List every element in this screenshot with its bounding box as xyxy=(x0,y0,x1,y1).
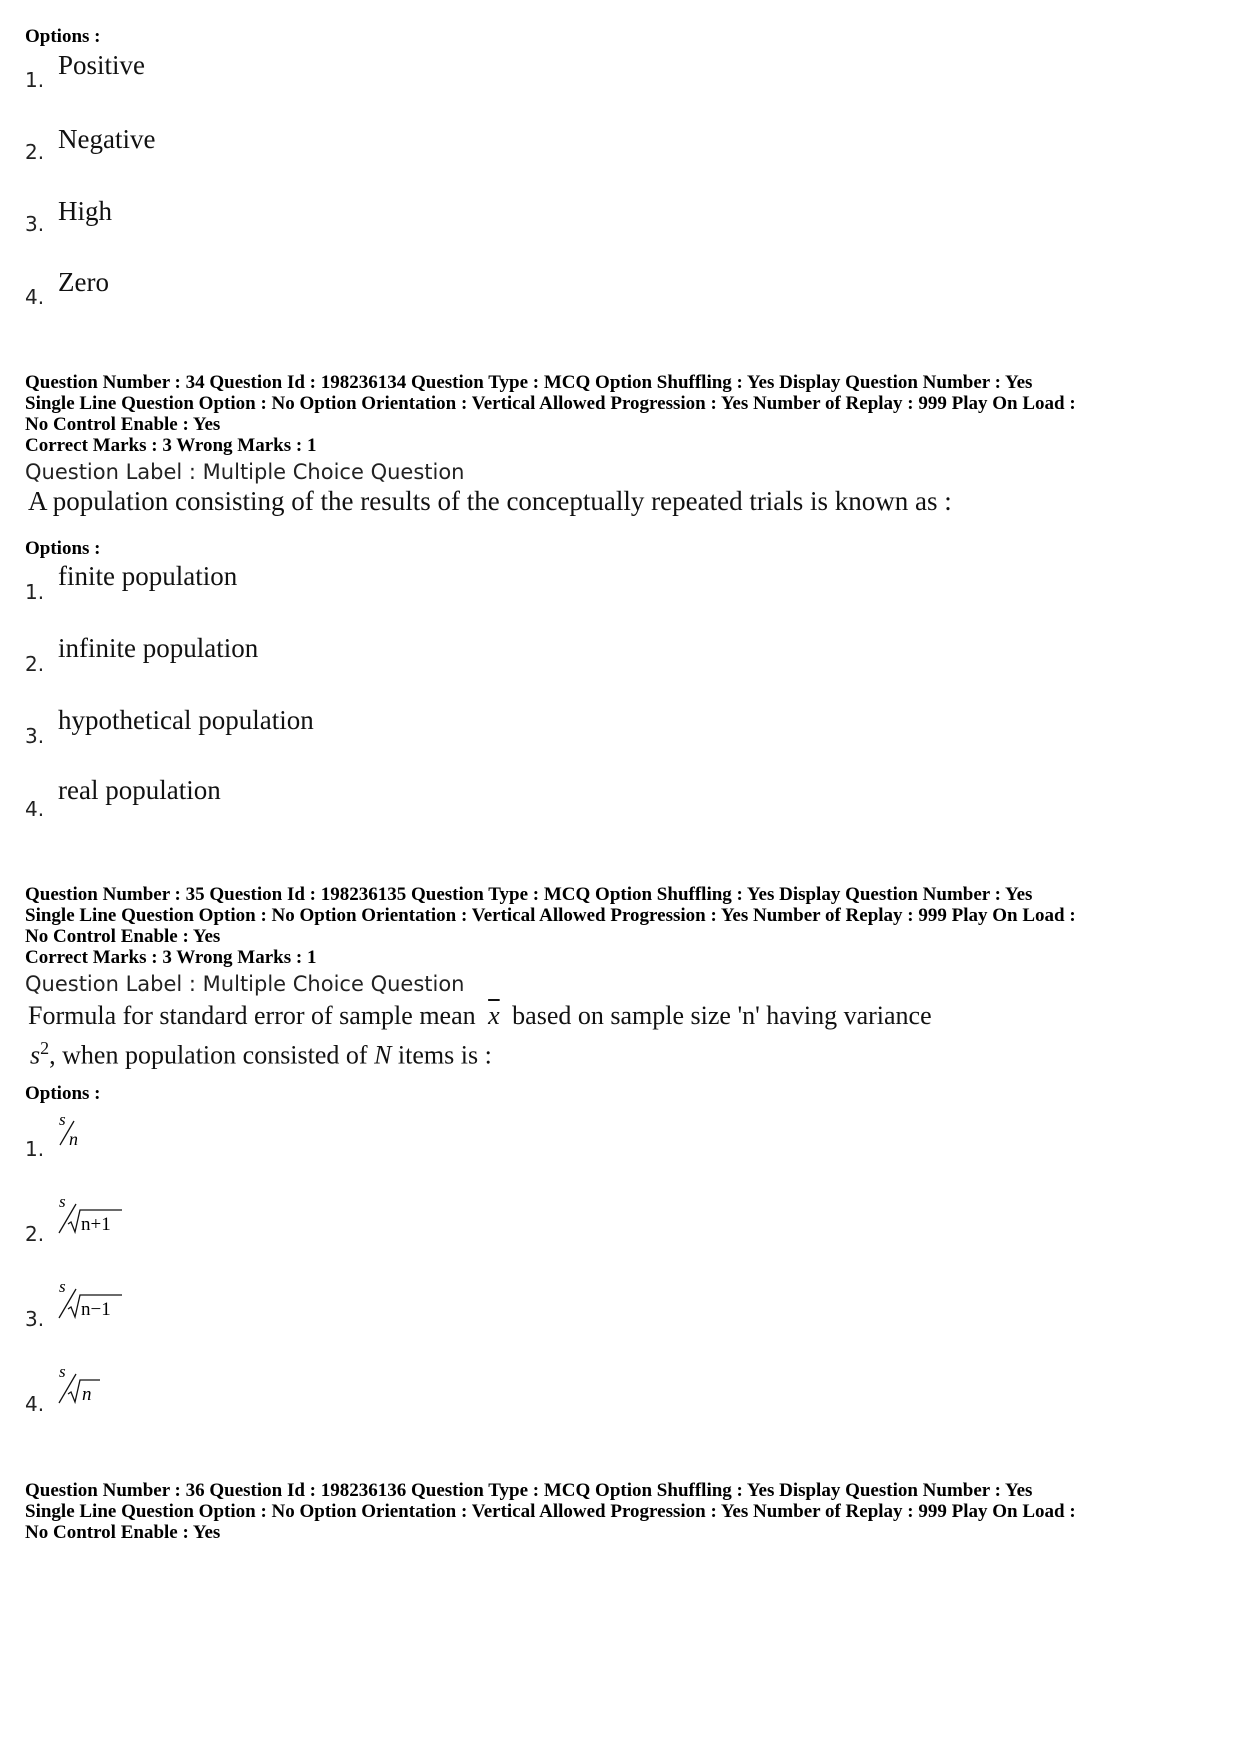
fraction-formula xyxy=(56,1190,146,1240)
option-formula[interactable] xyxy=(56,1108,116,1154)
denominator: n−1 xyxy=(81,1299,111,1320)
superscript: 2 xyxy=(40,1038,50,1058)
option-text[interactable]: hypothetical population xyxy=(58,705,314,735)
options-heading: Options : xyxy=(25,1083,101,1104)
fraction-formula xyxy=(56,1360,126,1410)
options-heading: Options : xyxy=(25,26,101,47)
option-number: 3. xyxy=(25,212,45,236)
denominator: n xyxy=(69,1129,78,1149)
question-meta-line: Single Line Question Option : No Option Orientation : Vertical Allowed Progression : Yes Number of Replay : 999 Play On Load : xyxy=(25,905,1076,926)
option-number: 2. xyxy=(25,140,45,164)
N-symbol: N xyxy=(374,1040,392,1070)
option-number: 3. xyxy=(25,724,45,748)
option-text[interactable]: Negative xyxy=(58,124,156,154)
question-meta-line: No Control Enable : Yes xyxy=(25,414,221,435)
option-number: 2. xyxy=(25,652,45,676)
option-number: 3. xyxy=(25,1307,45,1331)
x-bar-symbol: $\overline{x}$ xyxy=(488,1001,500,1030)
question-meta xyxy=(25,372,1220,435)
s-symbol: s xyxy=(30,1040,41,1070)
fraction-formula xyxy=(56,1275,146,1325)
numerator: s xyxy=(59,1192,66,1211)
question-text-part: , when population consisted of xyxy=(49,1040,368,1070)
option-number: 4. xyxy=(25,797,45,821)
option-formula[interactable] xyxy=(56,1360,126,1410)
numerator: s xyxy=(59,1362,66,1381)
option-text[interactable]: Zero xyxy=(58,267,109,297)
numerator: s xyxy=(59,1277,66,1296)
question-marks: Correct Marks : 3 Wrong Marks : 1 xyxy=(25,947,317,968)
question-text: A population consisting of the results of the conceptually repeated trials is known as : xyxy=(28,486,952,516)
option-text[interactable]: Positive xyxy=(58,50,146,80)
option-number: 2. xyxy=(25,1222,45,1246)
question-meta xyxy=(25,1480,1220,1543)
question-meta-line: Single Line Question Option : No Option Orientation : Vertical Allowed Progression : Yes Number of Replay : 999 Play On Load : xyxy=(25,393,1076,414)
option-text[interactable]: infinite population xyxy=(58,633,259,663)
option-text[interactable]: High xyxy=(58,196,112,226)
option-number: 1. xyxy=(25,68,45,92)
question-meta-line: Question Number : 35 Question Id : 198236135 Question Type : MCQ Option Shuffling : Yes Display Question Number : Yes xyxy=(25,884,1033,905)
question-marks: Correct Marks : 3 Wrong Marks : 1 xyxy=(25,435,317,456)
option-number: 4. xyxy=(25,285,45,309)
question-text-part: items is : xyxy=(397,1040,492,1070)
question-text xyxy=(30,1038,492,1071)
option-number: 4. xyxy=(25,1392,45,1416)
option-formula[interactable] xyxy=(56,1190,146,1240)
question-meta-line: No Control Enable : Yes xyxy=(25,1522,221,1543)
question-text xyxy=(28,1001,932,1031)
question-meta-line: No Control Enable : Yes xyxy=(25,926,221,947)
question-meta-line: Question Number : 34 Question Id : 198236134 Question Type : MCQ Option Shuffling : Yes Display Question Number : Yes xyxy=(25,372,1033,393)
option-number: 1. xyxy=(25,1137,45,1161)
question-label: Question Label : Multiple Choice Question xyxy=(25,972,465,996)
question-text-part: based on sample size 'n' having variance xyxy=(512,1001,932,1030)
option-text[interactable]: real population xyxy=(58,775,221,805)
option-text[interactable]: finite population xyxy=(58,561,238,591)
denominator: n+1 xyxy=(81,1214,111,1235)
question-text-part: Formula for standard error of sample mean xyxy=(28,1001,476,1030)
denominator: n xyxy=(82,1384,92,1405)
question-meta-line: Question Number : 36 Question Id : 198236136 Question Type : MCQ Option Shuffling : Yes Display Question Number : Yes xyxy=(25,1480,1033,1501)
question-label: Question Label : Multiple Choice Question xyxy=(25,460,465,484)
question-meta xyxy=(25,884,1220,947)
option-formula[interactable] xyxy=(56,1275,146,1325)
option-number: 1. xyxy=(25,580,45,604)
options-heading: Options : xyxy=(25,538,101,559)
numerator: s xyxy=(59,1110,66,1129)
question-meta-line: Single Line Question Option : No Option Orientation : Vertical Allowed Progression : Yes Number of Replay : 999 Play On Load : xyxy=(25,1501,1076,1522)
fraction-formula xyxy=(56,1108,116,1154)
